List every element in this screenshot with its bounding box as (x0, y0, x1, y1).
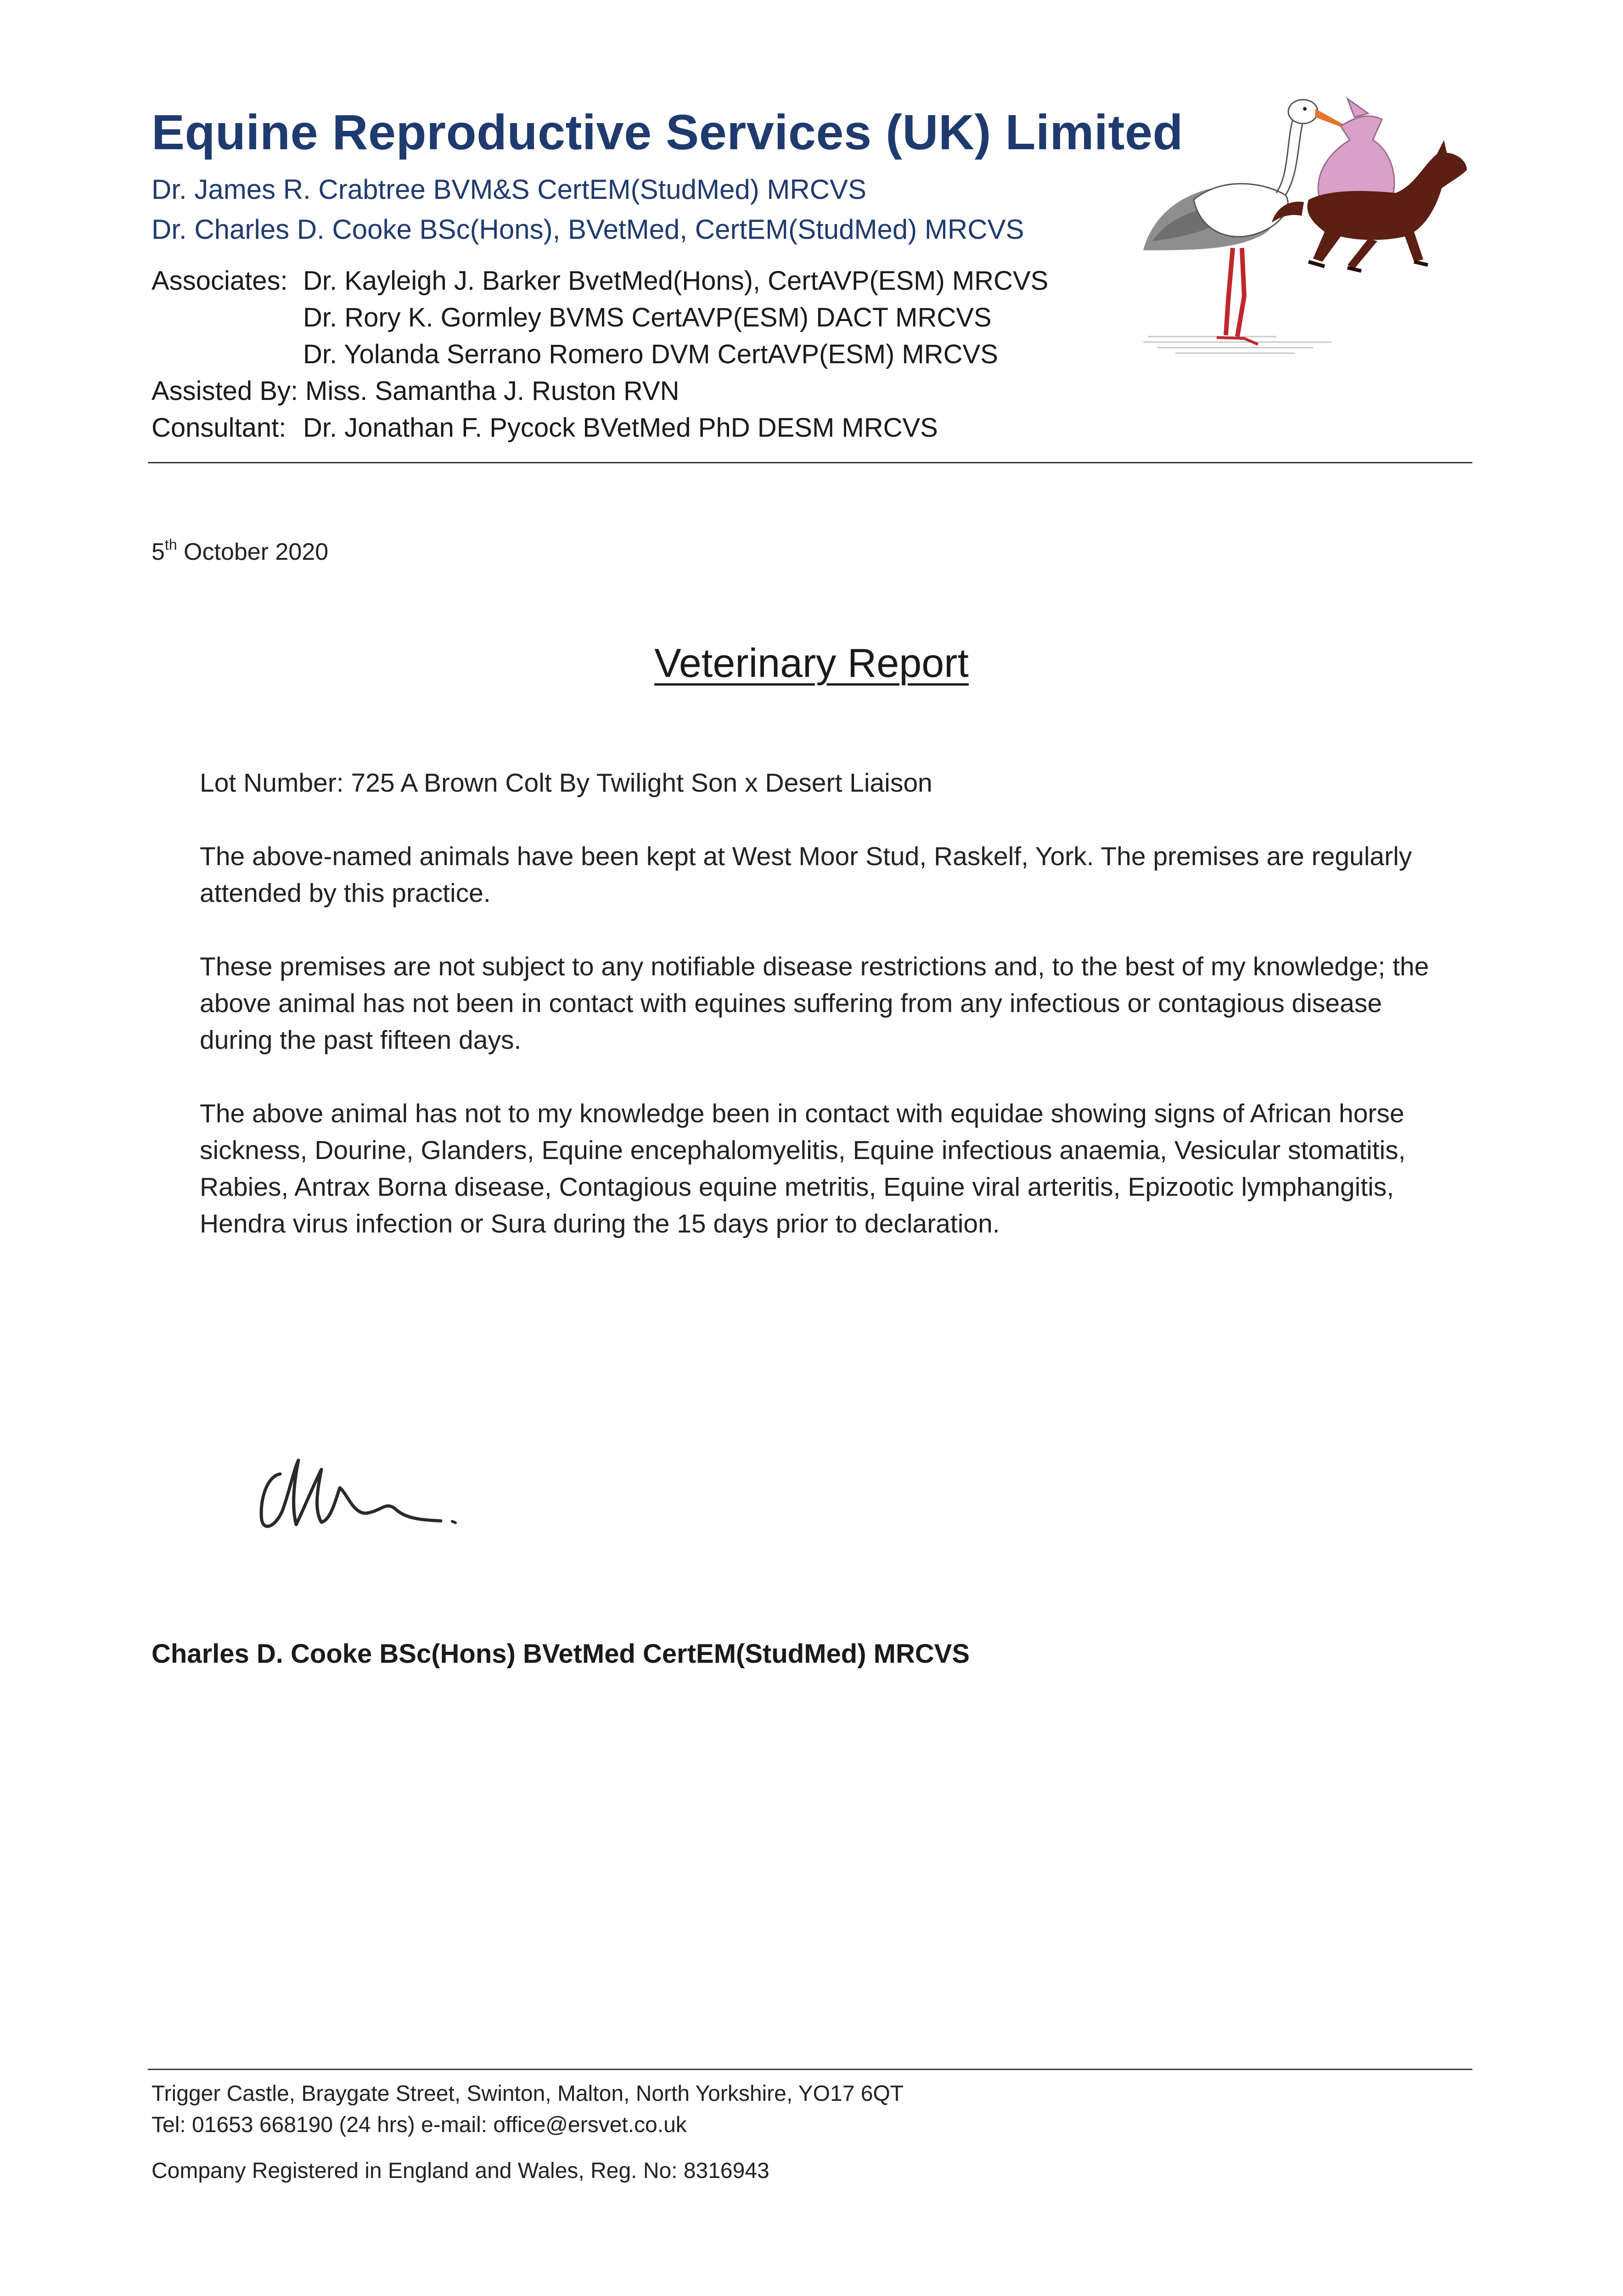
footer-address: Trigger Castle, Braygate Street, Swinton, Malton, North Yorkshire, YO17 6QT (152, 2082, 904, 2106)
page-title (0, 640, 1623, 687)
company-name: Equine Reproductive Services (UK) Limited (152, 104, 1183, 160)
consultant-name: Dr. Jonathan F. Pycock BVetMed PhD DESM MRCVS (303, 413, 938, 443)
date-day: 5 (152, 539, 165, 565)
associates-label: Associates: (152, 266, 288, 296)
partner-line-1: Dr. James R. Crabtree BVM&S CertEM(StudMed) MRCVS (152, 174, 867, 205)
associate-1: Dr. Kayleigh J. Barker BvetMed(Hons), CertAVP(ESM) MRCVS (303, 266, 1049, 296)
handwritten-signature-icon (248, 1433, 487, 1543)
assisted-by-label: Assisted By: (152, 376, 298, 406)
letter-date (152, 538, 328, 566)
partner-line-2: Dr. Charles D. Cooke BSc(Hons), BVetMed, CertEM(StudMed) MRCVS (152, 214, 1024, 245)
assistant-name: Miss. Samantha J. Ruston RVN (305, 376, 680, 406)
footer-registration: Company Registered in England and Wales, Reg. No: 8316943 (152, 2159, 769, 2183)
date-month-year: October 2020 (177, 539, 329, 565)
header-divider (148, 462, 1472, 463)
date-suffix: th (164, 536, 177, 553)
associate-3: Dr. Yolanda Serrano Romero DVM CertAVP(ESM) MRCVS (303, 339, 998, 369)
stork-carrying-foal-logo-icon (1139, 85, 1478, 360)
paragraph-premises: The above-named animals have been kept at West Moor Stud, Raskelf, York. The premises are regularly attended by this practice. (200, 842, 1412, 908)
page-title-text: Veterinary Report (654, 640, 969, 686)
associate-2: Dr. Rory K. Gormley BVMS CertAVP(ESM) DACT MRCVS (303, 303, 992, 332)
lot-number-line: Lot Number: 725 A Brown Colt By Twilight Son x Desert Liaison (200, 768, 932, 798)
footer-divider (148, 2069, 1472, 2070)
paragraph-diseases: The above animal has not to my knowledge been in contact with equidae showing signs of African horse sickness, Dourine, Glanders, Equine encephalomyelitis, Equine infectious anaemia, Vesicular stomatitis, Rabies, Antrax Borna disease, Contagious equine metritis, Equine viral arteritis, Epizootic lymphangitis, Hendra virus infection or Sura during the 15 days prior to declaration. (200, 1099, 1406, 1238)
footer-contact: Tel: 01653 668190 (24 hrs) e-mail: office@ersvet.co.uk (152, 2113, 687, 2137)
consultant-label: Consultant: (152, 413, 286, 443)
paragraph-restrictions: These premises are not subject to any notifiable disease restrictions and, to the best of my knowledge; the above animal has not been in contact with equines suffering from any infectious or contagious disease during the past fifteen days. (200, 952, 1429, 1055)
signatory-name: Charles D. Cooke BSc(Hons) BVetMed CertEM(StudMed) MRCVS (152, 1639, 970, 1669)
